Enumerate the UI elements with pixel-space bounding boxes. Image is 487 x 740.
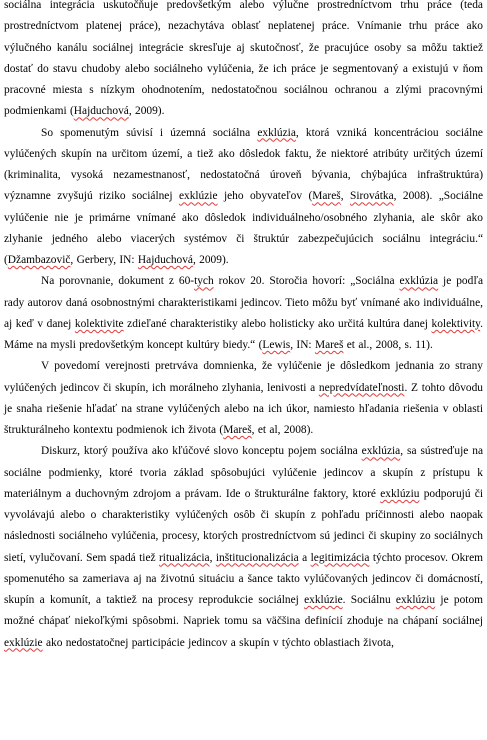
spellcheck-flagged-word: Hajduchová (73, 105, 129, 118)
spellcheck-flagged-word: Mareš (223, 424, 252, 436)
text-run: . Máme na mysli predovšetkým koncept kultúry biedy.“ ( (4, 317, 483, 351)
paragraph (4, 356, 483, 441)
text-run: podporujú či vyvolávajú alebo o charakteristiky vylúčených osôb či skupín z pohľadu príčinnosti alebo naopak následnosti sociálneho vylúčenia, procesy, ktorých prostredníctvom sú jedinci či skupiny zo sociálnych sietí, vylučovaní. Sem spadá tiež (4, 487, 483, 564)
spellcheck-flagged-word: inštitucionalizácia (215, 551, 299, 564)
spellcheck-flagged-word: exklúzie (4, 636, 43, 649)
paragraph (4, 441, 483, 654)
text-run: , IN: (290, 339, 315, 351)
text-run: týchto procesov. Okrem spomenutého sa zameriava aj na životnú situáciu a šance takto vylúčovaných jedincov či domácností, skupín a komunít, a taktiež na procesy reprodukcie sociálnej (4, 551, 483, 606)
spellcheck-flagged-word: nepredvídateľnosti (318, 381, 405, 394)
spellcheck-flagged-word: Sirovátka (349, 190, 394, 203)
spellcheck-flagged-word: Mareš (314, 339, 344, 351)
text-run: je podľa rady autorov daná osobnostnými charakteristikami jedincov. Tieto môžu byť vnímané ako individuálne, aj keď v danej (4, 275, 484, 330)
text-run: , 2008). „Sociálne vylúčenie nie je primárne vnímané ako dôsledok individuálneho/osobného zlyhania, ale skôr ako zlyhanie jedného alebo viacerých systémov či štruktúr zabezpečujúcich sociálnu integráciu.“ ( (4, 190, 484, 266)
text-run: Na porovnanie, dokument z 60- (41, 275, 195, 288)
text-run: je potom možné chápať niekoľkými spôsobmi. Napriek tomu sa väčšina definícií zhoduje na chápaní sociálnej (4, 594, 483, 628)
spellcheck-flagged-word: Mareš (312, 190, 341, 203)
text-run: zdieľané charakteristiky alebo holisticky ako určitá kultúra danej (123, 317, 432, 330)
spellcheck-flagged-word: Lewis (262, 339, 291, 351)
spellcheck-flagged-word: exklúzie (304, 594, 343, 606)
text-run: et al., 2008, s. 11). (343, 339, 433, 351)
text-run: , ktorá vzniká koncentráciou sociálne vylúčených skupín na určitom území, a tiež ako dôsledok faktu, že niektoré atribúty určitých území (kriminalita, vysoká nezamestnanosť, nedostatočná úroveň bývania, chýbajúca infraštruktúra) významne zvyšujú riziko sociálnej (4, 126, 483, 203)
text-run: ako nedostatočnej participácie jedincov a skupín v týchto oblastiach života, (42, 636, 394, 649)
text-run: rokov 20. Storočia hovorí: „Sociálna (213, 275, 400, 288)
text-run: , et al, 2008). (251, 424, 314, 436)
text-run: , (340, 190, 350, 203)
spellcheck-flagged-word: kolektivite (74, 317, 124, 330)
spellcheck-flagged-word: kolektivity (431, 317, 481, 330)
spellcheck-flagged-word: legitimizácia (310, 551, 370, 564)
text-run: jeho obyvateľov ( (217, 190, 313, 203)
text-run: . Sociálnu (342, 594, 396, 606)
spellcheck-flagged-word: exklúzie (178, 190, 218, 203)
spellcheck-flagged-word: Džambazovič (7, 254, 71, 266)
text-run: sociálna integrácia uskutočňuje predovšetkým alebo výlučne prostredníctvom trhu práce (teda prostredníctvom platenej práce), nezachytáva oblasť neplatenej práce. Vnímanie trhu práce ako výlučného kanálu sociálnej integrácie skresľuje aj skutočnosť, že pracujúce osoby sa môžu taktiež dostať do stavu chudoby alebo sociálneho vylúčenia, že ich práce je segmentovaný a existujú v ňom pracovné miesta s nízkym ohodnotením, nedostatočnou sociálnou ochranou a zlými pracovnými podmienkami ( (4, 0, 483, 118)
text-run: , 2009). (128, 105, 165, 118)
text-run: , sa sústreďuje na sociálne podmienky, ktoré tvoria základ spôsobujúci vylúčenie jedincov a skupín z prístupu k materiálnym a duchovným zdrojom a právam. Ide o štrukturálne faktory, ktoré (4, 445, 484, 500)
text-run: Diskurz, ktorý používa ako kľúčové slovo konceptu pojem sociálna (41, 445, 362, 458)
spellcheck-flagged-word: ritualizácia (158, 551, 210, 564)
text-run: a (298, 551, 311, 564)
text-run: , Gerbery, IN: (70, 254, 138, 266)
spellcheck-flagged-word: exklúzia (399, 275, 439, 288)
spellcheck-flagged-word: exklúzia (361, 445, 401, 458)
spellcheck-flagged-word: exklúziu (395, 594, 436, 606)
spellcheck-flagged-word: Hajduchová (137, 254, 193, 266)
text-run: , (209, 551, 216, 564)
spellcheck-flagged-word: exklúziu (380, 487, 420, 500)
document-body[interactable] (4, 0, 483, 654)
paragraph (4, 123, 483, 272)
spellcheck-flagged-word: tych (194, 275, 214, 288)
text-run: . Z tohto dôvodu je snaha riešenie hľadať na strane vylúčených alebo na ich úkor, namiesto hľadania riešenia v oblasti štrukturálneho kontextu podmienok ich života ( (4, 381, 483, 436)
paragraph (4, 0, 483, 123)
text-run: So spomenutým súvisí i územná sociálna (41, 126, 258, 139)
paragraph (4, 271, 483, 356)
spellcheck-flagged-word: exklúzia (257, 126, 296, 139)
text-run: V povedomí verejnosti pretrváva domnienka, že vylúčenie je dôsledkom jednania zo strany vylúčených jedincov či skupín, ich morálneho zlyhania, lenivosti a (4, 360, 483, 394)
text-run: , 2009). (192, 254, 229, 266)
